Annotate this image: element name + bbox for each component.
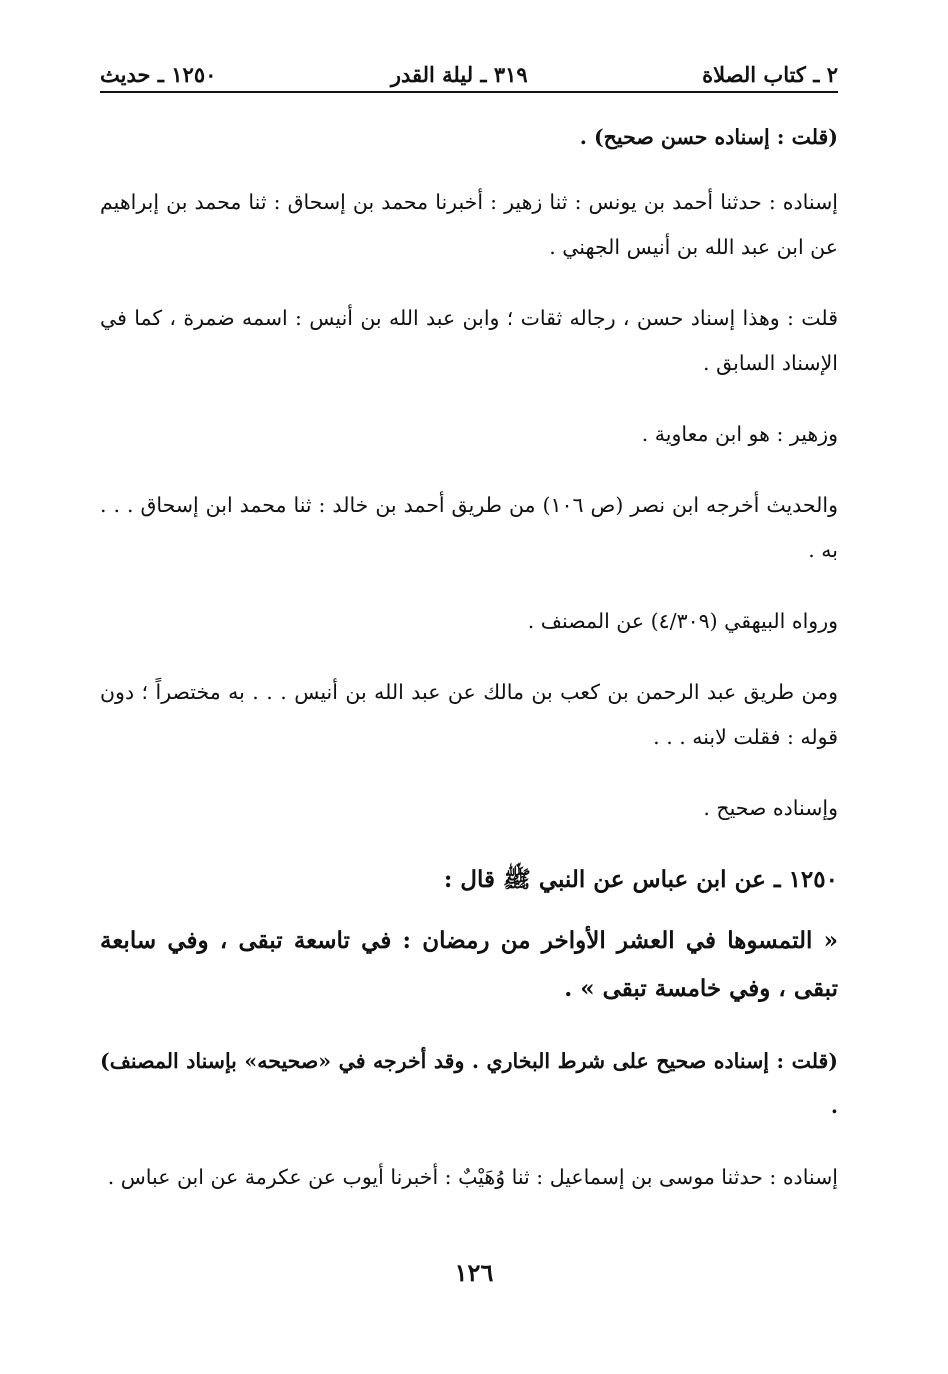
commentary-paragraph: ومن طريق عبد الرحمن بن كعب بن مالك عن عبد الله بن أنيس . . . به مختصراً ؛ دون قوله : فقلت لابنه . . . <box>100 680 838 749</box>
commentary-paragraph: وإسناده صحيح . <box>703 796 838 820</box>
verdict-paragraph: (قلت : إسناده حسن صحيح) . <box>579 125 838 149</box>
header-hadith-number: ١٢٥٠ ـ حديث <box>100 62 217 87</box>
verdict-paragraph: (قلت : إسناده صحيح على شرط البخاري . وقد أخرجه في «صحيحه» بإسناد المصنف) . <box>100 1049 838 1118</box>
hadith-text: « التمسوها في العشر الأواخر من رمضان : في تاسعة تبقى ، وفي سابعة تبقى ، وفي خامسة تبقى » . <box>100 927 838 1002</box>
page-body <box>100 115 838 1200</box>
commentary-paragraph: وزهير : هو ابن معاوية . <box>641 422 838 446</box>
header-chapter: ٢ ـ كتاب الصلاة <box>702 62 838 87</box>
commentary-paragraph: قلت : وهذا إسناد حسن ، رجاله ثقات ؛ وابن عبد الله بن أنيس : اسمه ضمرة ، كما في الإسناد السابق . <box>100 306 838 375</box>
header-section: ٣١٩ ـ ليلة القدر <box>390 62 528 87</box>
isnad-paragraph: إسناده : حدثنا أحمد بن يونس : ثنا زهير : أخبرنا محمد بن إسحاق : ثنا محمد بن إبراهيم عن ابن عبد الله بن أنيس الجهني . <box>100 190 838 259</box>
hadith-title: ١٢٥٠ ـ عن ابن عباس عن النبي ﷺ قال : <box>443 866 838 893</box>
running-header <box>100 55 838 93</box>
isnad-paragraph: إسناده : حدثنا موسى بن إسماعيل : ثنا وُهَيْبٌ : أخبرنا أيوب عن عكرمة عن ابن عباس . <box>107 1165 838 1189</box>
page-number: ١٢٦ <box>454 1258 494 1287</box>
book-page <box>100 55 838 1226</box>
commentary-paragraph: ورواه البيهقي (٤/٣٠٩) عن المصنف . <box>527 609 838 633</box>
commentary-paragraph: والحديث أخرجه ابن نصر (ص ١٠٦) من طريق أحمد بن خالد : ثنا محمد ابن إسحاق . . . به . <box>100 493 838 562</box>
